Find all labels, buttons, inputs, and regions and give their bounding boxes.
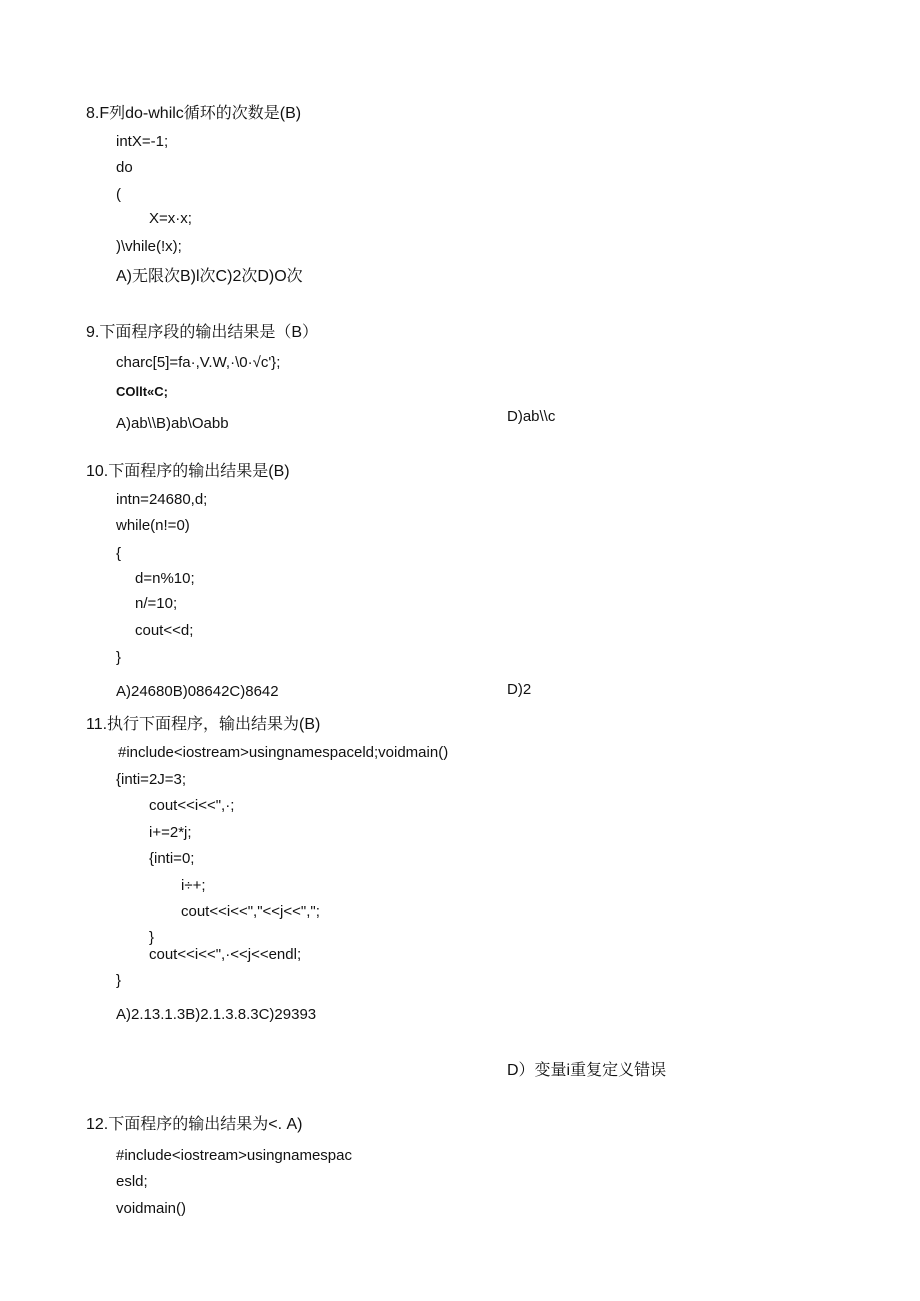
- q10-code-line: while(n!=0): [116, 517, 190, 534]
- q8-code-line: )\vhile(!x);: [116, 238, 182, 255]
- q11-code-line: i+=2*j;: [149, 824, 192, 841]
- q8-code-line: (: [116, 186, 121, 203]
- q9-code-line: charc[5]=fa·,V.W,·\0·√c'};: [116, 354, 281, 371]
- q10-code-line: }: [116, 649, 122, 666]
- q11-code-line: #include<iostream>usingnamespaceld;voidmain(): [118, 744, 449, 761]
- q12-title: 12.下面程序的输出结果为<. A): [86, 1116, 303, 1133]
- q11-code-line: cout<<i<<","<<j<<",";: [181, 903, 320, 920]
- q12-code-line: #include<iostream>usingnamespac: [116, 1147, 352, 1164]
- q8-code-line: do: [116, 159, 133, 176]
- q8-options: A)无限次B)l次C)2次D)O次: [116, 268, 303, 285]
- q10-options-left: A)24680B)08642C)8642: [116, 683, 279, 700]
- q8-title: 8.F列do-whilc循环的次数是(B): [86, 105, 302, 122]
- q10-code-line: intn=24680,d;: [116, 491, 208, 508]
- q11-code-line: }: [149, 929, 155, 946]
- q10-title: 10.下面程序的输出结果是(B): [86, 463, 290, 480]
- q12-code-line: esld;: [116, 1173, 148, 1190]
- q12-code-line: voidmain(): [116, 1200, 187, 1217]
- q11-code-line: cout<<i<<",·;: [149, 797, 235, 814]
- q10-code-line: n/=10;: [135, 595, 178, 612]
- q9-options-left: A)ab\\B)ab\Oabb: [116, 415, 229, 432]
- q11-code-line: i÷+;: [181, 877, 206, 894]
- q11-options-left: A)2.13.1.3B)2.1.3.8.3C)29393: [116, 1006, 317, 1023]
- q11-code-line: {inti=0;: [149, 850, 195, 867]
- q8-code-line: X=x·x;: [149, 210, 192, 227]
- q11-title: 11.执行下面程序，输出结果为(B): [86, 716, 321, 733]
- q9-title: 9.下面程序段的输出结果是（B）: [86, 324, 319, 341]
- q9-code-line: COllt«C;: [116, 384, 168, 399]
- q11-code-line: }: [116, 972, 122, 989]
- q11-options-right: D）变量i重复定义错误: [507, 1062, 667, 1079]
- q11-code-line: cout<<i<<",·<<j<<endl;: [149, 946, 302, 963]
- q10-code-line: cout<<d;: [135, 622, 194, 639]
- q9-options-right: D)ab\\c: [507, 408, 556, 425]
- q10-code-line: {: [116, 545, 122, 562]
- q10-options-right: D)2: [507, 681, 532, 698]
- q10-code-line: d=n%10;: [135, 570, 195, 587]
- q11-code-line: {inti=2J=3;: [116, 771, 187, 788]
- q8-code-line: intX=-1;: [116, 133, 169, 150]
